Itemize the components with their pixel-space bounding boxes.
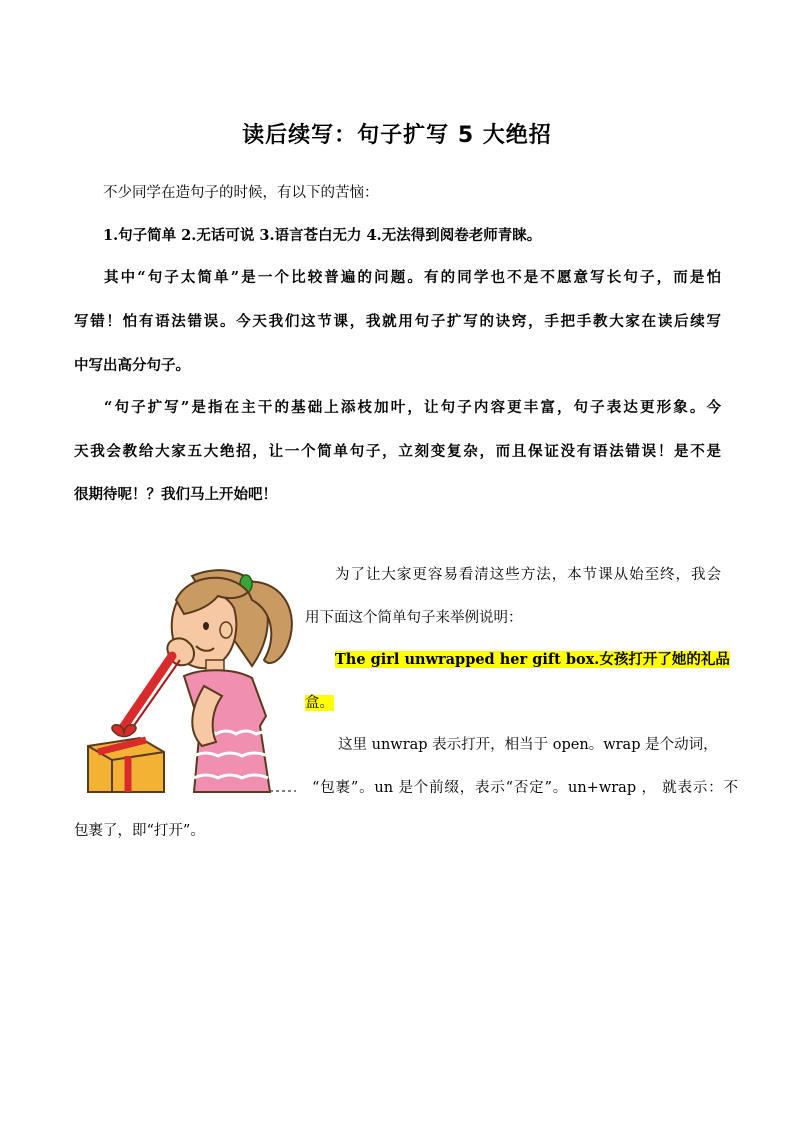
example-chinese-tail: 盒。 [305, 695, 334, 711]
problems-line: 1.句子简单 2.无话可说 3.语言苍白无力 4.无法得到阅卷老师青睐。 [103, 227, 542, 244]
para2-line-1: “句子扩写”是指在主干的基础上添枝加叶，让句子内容更丰富，句子表达更形象。今 [104, 399, 721, 416]
girl-opening-gift-icon [84, 556, 300, 800]
example-chinese-cont [305, 693, 334, 713]
para1-line-1: 其中“句子太简单”是一个比较普遍的问题。有的同学也不是不愿意写长句子，而是怕 [104, 269, 721, 286]
side-para-line-2: 用下面这个简单句子来举例说明： [305, 610, 523, 626]
example-chinese: 女孩打开了她的礼品 [599, 651, 730, 668]
explain-line-3: 包裹了，即“打开”。 [74, 823, 205, 839]
para1-line-2: 写错！怕有语法错误。今天我们这节课，我就用句子扩写的诀窍，手把手教大家在读后续写 [74, 313, 721, 330]
page-title: 读后续写：句子扩写 5 大绝招 [242, 123, 552, 148]
explain-line-2: “包裹”。un 是个前缀，表示“否定”。un+wrap ， 就表示：不 [312, 780, 738, 796]
intro-line: 不少同学在造句子的时候，有以下的苦恼： [103, 185, 379, 201]
para1-line-3: 中写出高分句子。 [74, 357, 190, 374]
side-para-line-1: 为了让大家更容易看清这些方法，本节课从始至终，我会 [335, 567, 721, 583]
explain-line-1: 这里 unwrap 表示打开，相当于 open。wrap 是个动词， [338, 737, 718, 753]
example-sentence [335, 650, 730, 670]
para2-line-3: 很期待呢！？我们马上开始吧！ [74, 486, 277, 503]
para2-line-2: 天我会教给大家五大绝招，让一个简单句子，立刻变复杂，而且保证没有语法错误！是不是 [74, 443, 721, 460]
example-english: The girl unwrapped her gift box. [335, 651, 600, 668]
